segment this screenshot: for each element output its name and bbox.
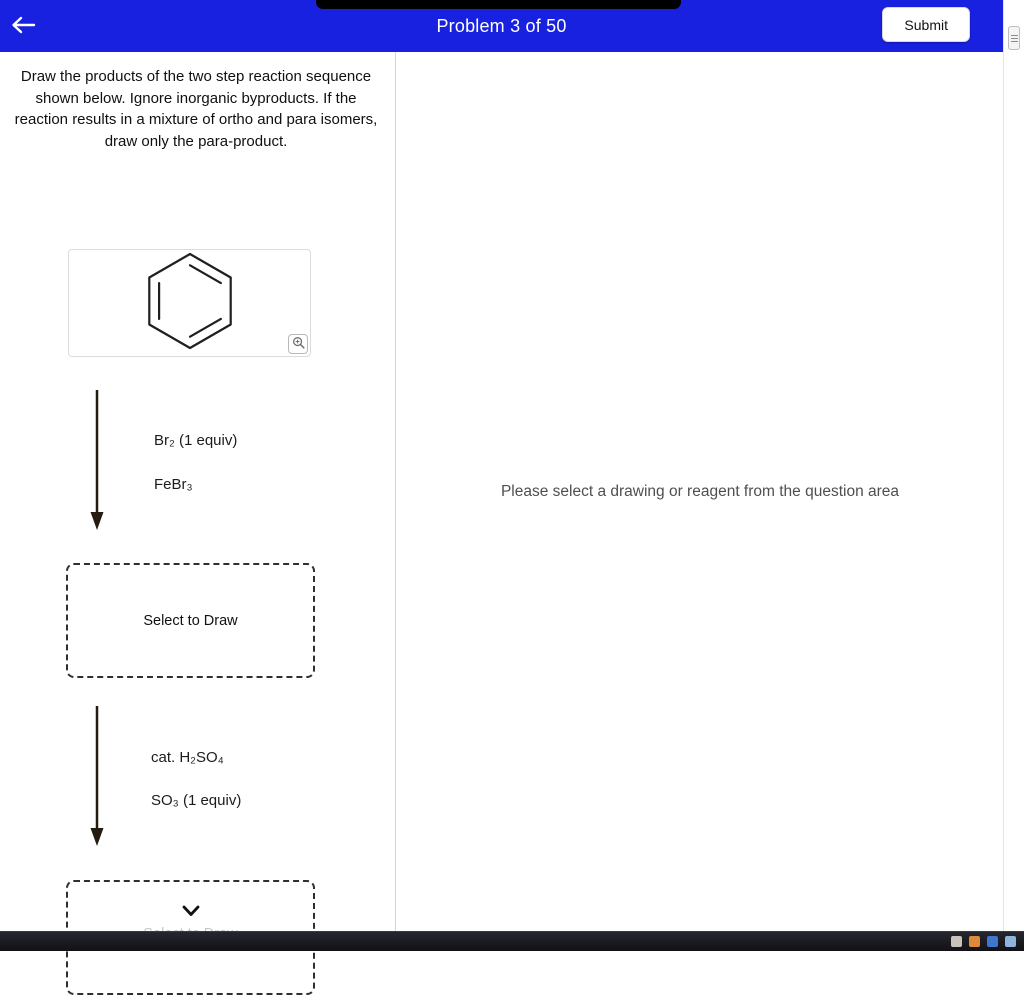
reagent-step2-line1[interactable]: cat. H₂SO₄ [151, 749, 224, 766]
taskbar-icon-4[interactable] [1005, 936, 1016, 947]
reaction-arrow-step1 [89, 388, 105, 532]
chevron-down-icon [181, 904, 201, 918]
question-panel [0, 52, 396, 931]
right-scrollbar-track [1003, 0, 1024, 931]
reagent-step1-line1[interactable]: Br₂ (1 equiv) [154, 432, 238, 449]
reaction-arrow-step2 [89, 704, 105, 848]
canvas-placeholder-text: Please select a drawing or reagent from the question area [500, 482, 900, 500]
select-to-draw-label: Select to Draw [143, 612, 238, 629]
drawing-canvas-panel [397, 52, 1003, 931]
taskbar-icon-2[interactable] [969, 936, 980, 947]
scrollbar-grip[interactable] [1008, 26, 1020, 50]
zoom-molecule-button[interactable] [288, 334, 308, 354]
back-button[interactable] [6, 10, 40, 42]
select-to-draw-step1[interactable] [66, 563, 315, 678]
submit-button[interactable]: Submit [882, 7, 970, 42]
page-title: Problem 3 of 50 [436, 15, 567, 36]
benzene-structure-icon [69, 343, 310, 360]
arrow-left-icon [10, 14, 36, 39]
magnifier-icon [292, 336, 305, 352]
top-black-bar [316, 0, 681, 9]
taskbar-icon-1[interactable] [951, 936, 962, 947]
question-text: Draw the products of the two step reaction sequence shown below. Ignore inorganic byproducts. If the reaction results in a mixture of ortho and para isomers, draw only the para-product. [14, 68, 378, 150]
taskbar-icon-3[interactable] [987, 936, 998, 947]
reagent-step2-line2[interactable]: SO₃ (1 equiv) [151, 792, 242, 809]
reagent-step1-line2[interactable]: FeBr₃ [154, 476, 193, 493]
taskbar [0, 931, 1024, 951]
start-molecule-benzene[interactable] [68, 249, 311, 357]
